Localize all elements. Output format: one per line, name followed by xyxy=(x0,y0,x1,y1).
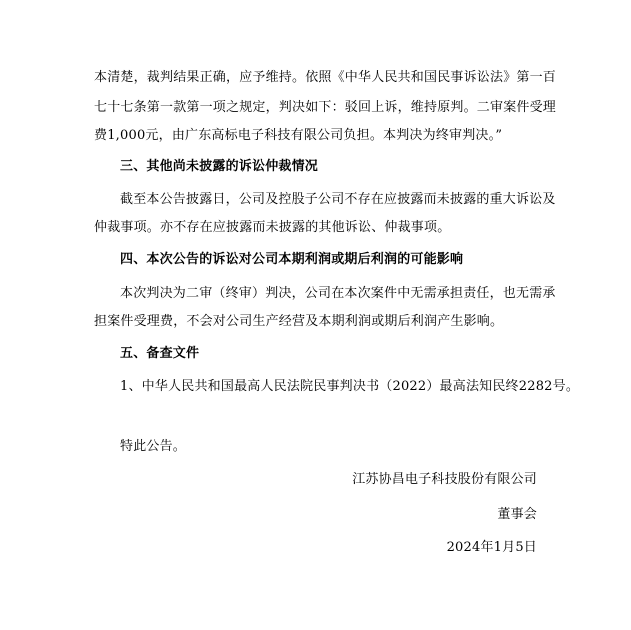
paragraph-line: 仲裁事项。亦不存在应披露而未披露的其他诉讼、仲裁事项。 xyxy=(94,220,451,235)
signature-company: 江苏协昌电子科技股份有限公司 xyxy=(352,472,537,487)
closing-text: 特此公告。 xyxy=(120,439,187,454)
paragraph-line: 费1,000元，由广东高标电子科技有限公司负担。本判决为终审判决。” xyxy=(94,128,503,143)
paragraph-line: 本次判决为二审（终审）判决，公司在本次案件中无需承担责任，也无需承 xyxy=(120,286,556,301)
paragraph-line: 七十七条第一款第一项之规定，判决如下：驳回上诉，维持原判。二审案件受理 xyxy=(94,100,557,115)
signature-date: 2024年1月5日 xyxy=(446,540,537,555)
list-item: 1、中华人民共和国最高人民法院民事判决书（2022）最高法知民终2282号。 xyxy=(120,379,580,394)
section-heading: 五、备查文件 xyxy=(120,346,200,361)
signature-board: 董事会 xyxy=(497,507,537,522)
section-heading: 四、本次公告的诉讼对公司本期利润或期后利润的可能影响 xyxy=(120,252,464,267)
paragraph-line: 担案件受理费，不会对公司生产经营及本期利润或期后利润产生影响。 xyxy=(94,314,504,329)
paragraph-line: 本清楚，裁判结果正确，应予维持。依照《中华人民共和国民事诉讼法》第一百 xyxy=(94,70,557,85)
paragraph-line: 截至本公告披露日，公司及控股子公司不存在应披露而未披露的重大诉讼及 xyxy=(120,192,556,207)
section-heading: 三、其他尚未披露的诉讼仲裁情况 xyxy=(120,159,319,174)
